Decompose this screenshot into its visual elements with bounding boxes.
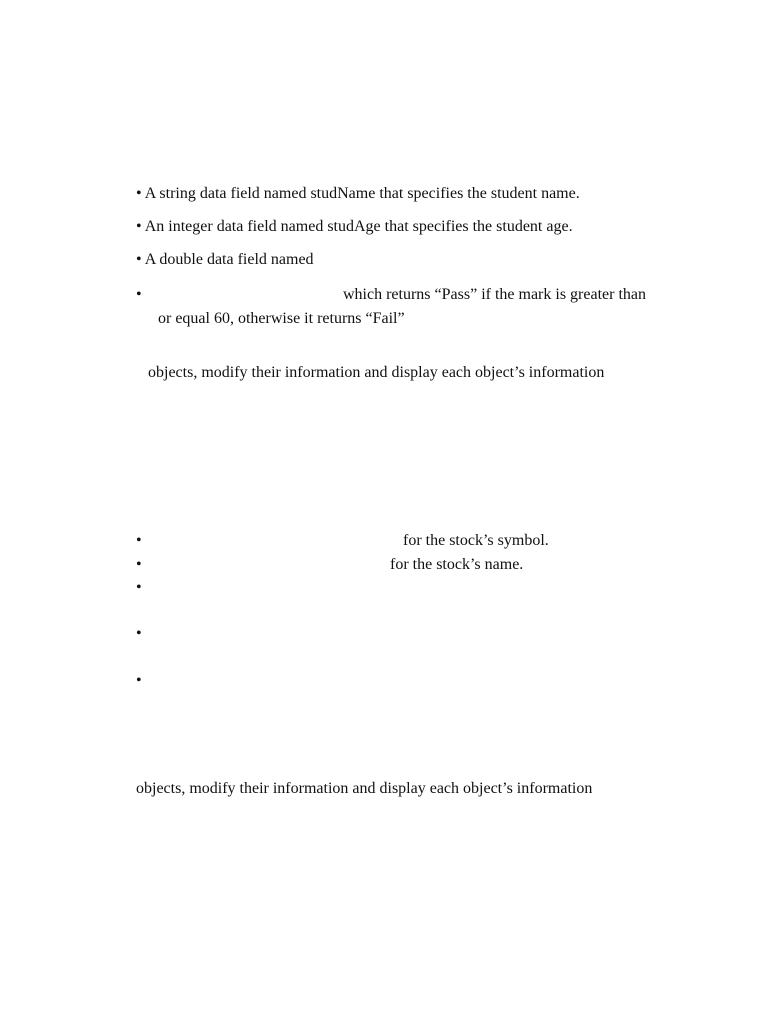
bullet-marker: • — [136, 286, 142, 303]
bullet-studname: • A string data field named studName that specifies the student name. — [136, 185, 580, 202]
closing-paragraph-2: objects, modify their information and display each object’s information — [136, 780, 593, 797]
closing-paragraph-1: objects, modify their information and display each object’s information — [148, 364, 605, 381]
bullet-stock-name: for the stock’s name. — [390, 556, 524, 573]
bullet-marker: • — [136, 532, 142, 549]
bullet-marker: • — [136, 672, 142, 689]
bullet-marker: • — [136, 625, 142, 642]
bullet-marker: • — [136, 556, 142, 573]
bullet-marker: • — [136, 579, 142, 596]
bullet-pass-fail-line2: or equal 60, otherwise it returns “Fail” — [158, 310, 405, 327]
bullet-studage: • An integer data field named studAge that specifies the student age. — [136, 218, 573, 235]
bullet-pass-fail-line1: which returns “Pass” if the mark is greater than — [343, 286, 647, 303]
bullet-double-field: • A double data field named — [136, 251, 314, 268]
bullet-stock-symbol: for the stock’s symbol. — [403, 532, 549, 549]
